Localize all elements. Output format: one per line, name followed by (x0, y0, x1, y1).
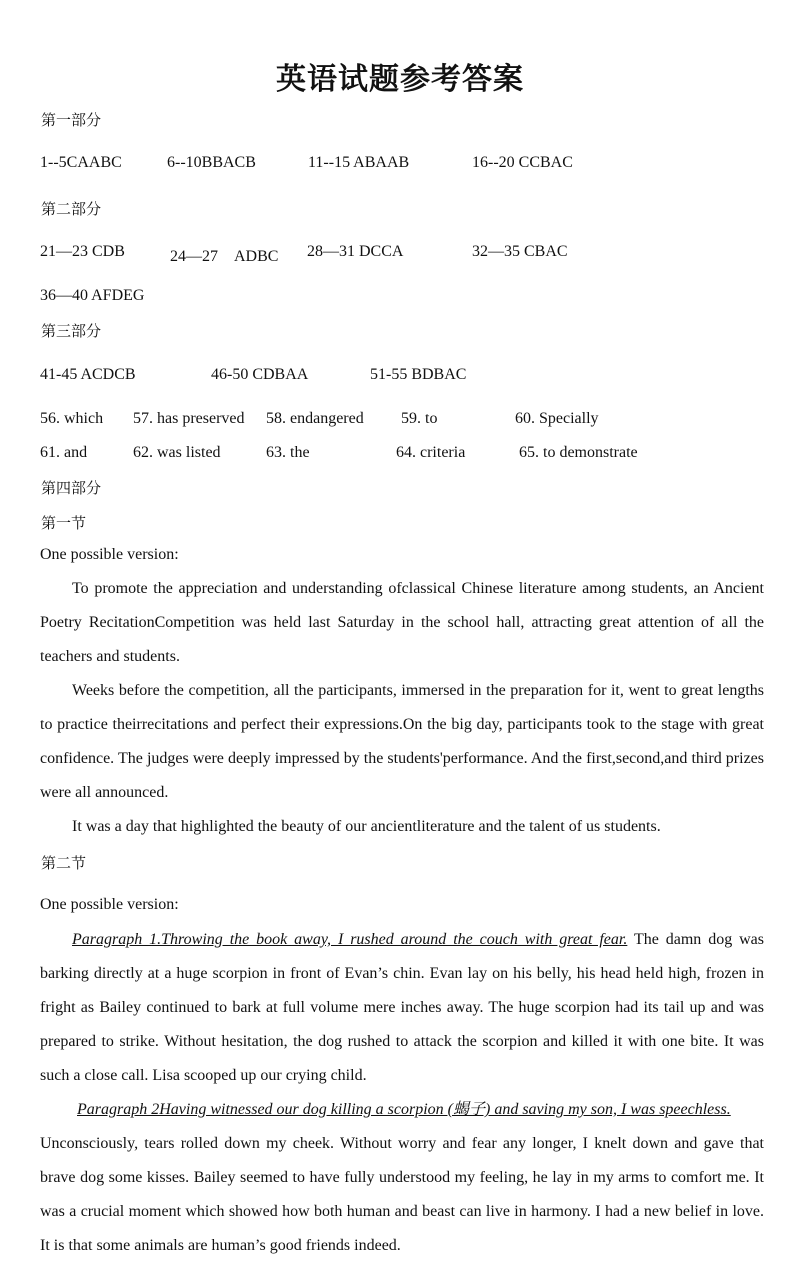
fill-answer: 64. criteria (396, 444, 466, 461)
answer-group: 16--20 CCBAC (472, 154, 573, 171)
section2-intro: One possible version: (40, 896, 179, 913)
paragraph2-lead-line (40, 1093, 764, 1127)
essay-paragraph: To promote the appreciation and understanding ofclassical Chinese literature among students, an Ancient Poetry RecitationCompetition was held last Saturday in the school hall, attracting great attention of all the teachers and students. (40, 580, 764, 665)
answer-group: 36—40 AFDEG (40, 287, 145, 304)
answer-group: 21—23 CDB (40, 243, 125, 260)
section2-heading: 第二节 (41, 854, 87, 872)
fill-answer: 60. Specially (515, 410, 599, 427)
paragraph2-lead: Paragraph 2Having witnessed our dog killing a scorpion (蝎子) and saving my son, I was speechless. (77, 1101, 731, 1118)
answer-group: 51-55 BDBAC (370, 366, 467, 383)
fill-answer: 62. was listed (133, 444, 221, 461)
fill-answer: 56. which (40, 410, 104, 427)
section1-heading: 第一节 (41, 514, 87, 532)
continuation-paragraph-2: Unconsciously, tears rolled down my cheek. Without worry and fear any longer, I knelt down and gave that brave dog some kisses. Bailey seemed to have fully understood my feeling, he lay in my arms to comfort me. It was a crucial moment which showed how both human and beast can live in harmony. I had a new belief in love. It is that some animals are human’s good friends indeed. (40, 1135, 764, 1254)
answer-group: 32—35 CBAC (472, 243, 568, 260)
part1-heading: 第一部分 (41, 111, 102, 129)
answer-group: 41-45 ACDCB (40, 366, 136, 383)
fill-answer: 57. has preserved (133, 410, 245, 427)
paragraph1-body: The damn dog was barking directly at a huge scorpion in front of Evan’s chin. Evan lay on his belly, his head held high, frozen in fright as Bailey continued to bark at full volume mere inches away. The huge scorpion had its tail up and was prepared to strike. Without hesitation, the dog rushed to attack the scorpion and killed it with one bite. It was such a close call. Lisa scooped up our crying child. (40, 931, 764, 1084)
essay-paragraph: Weeks before the competition, all the participants, immersed in the preparation for it, went to great lengths to practice theirrecitations and perfect their expressions.On the big day, participants took to the stage with great confidence. The judges were deeply impressed by the students'performance. And the first,second,and third prizes were all announced. (40, 682, 764, 801)
fill-answer: 61. and (40, 444, 88, 461)
fill-answer: 58. endangered (266, 410, 364, 427)
fill-answer: 63. the (266, 444, 310, 461)
part4-heading: 第四部分 (41, 479, 102, 497)
fill-answer: 59. to (401, 410, 438, 427)
answer-group: 24—27 ADBC (170, 248, 279, 265)
answer-group: 1--5CAABC (40, 154, 122, 171)
essay-paragraph: It was a day that highlighted the beauty of our ancientliterature and the talent of us students. (72, 818, 661, 835)
answer-group: 28—31 DCCA (307, 243, 404, 260)
paragraph1-lead: Paragraph 1.Throwing the book away, I rushed around the couch with great fear. (72, 931, 628, 948)
answer-group: 46-50 CDBAA (211, 366, 309, 383)
answer-group: 11--15 ABAAB (308, 154, 410, 171)
fill-answer: 65. to demonstrate (519, 444, 638, 461)
section1-intro: One possible version: (40, 546, 179, 563)
part2-heading: 第二部分 (41, 200, 102, 218)
continuation-paragraph-1 (40, 923, 764, 1093)
answer-group: 6--10BBACB (167, 154, 256, 171)
page-title: 英语试题参考答案 (276, 62, 524, 97)
part3-heading: 第三部分 (41, 322, 102, 340)
